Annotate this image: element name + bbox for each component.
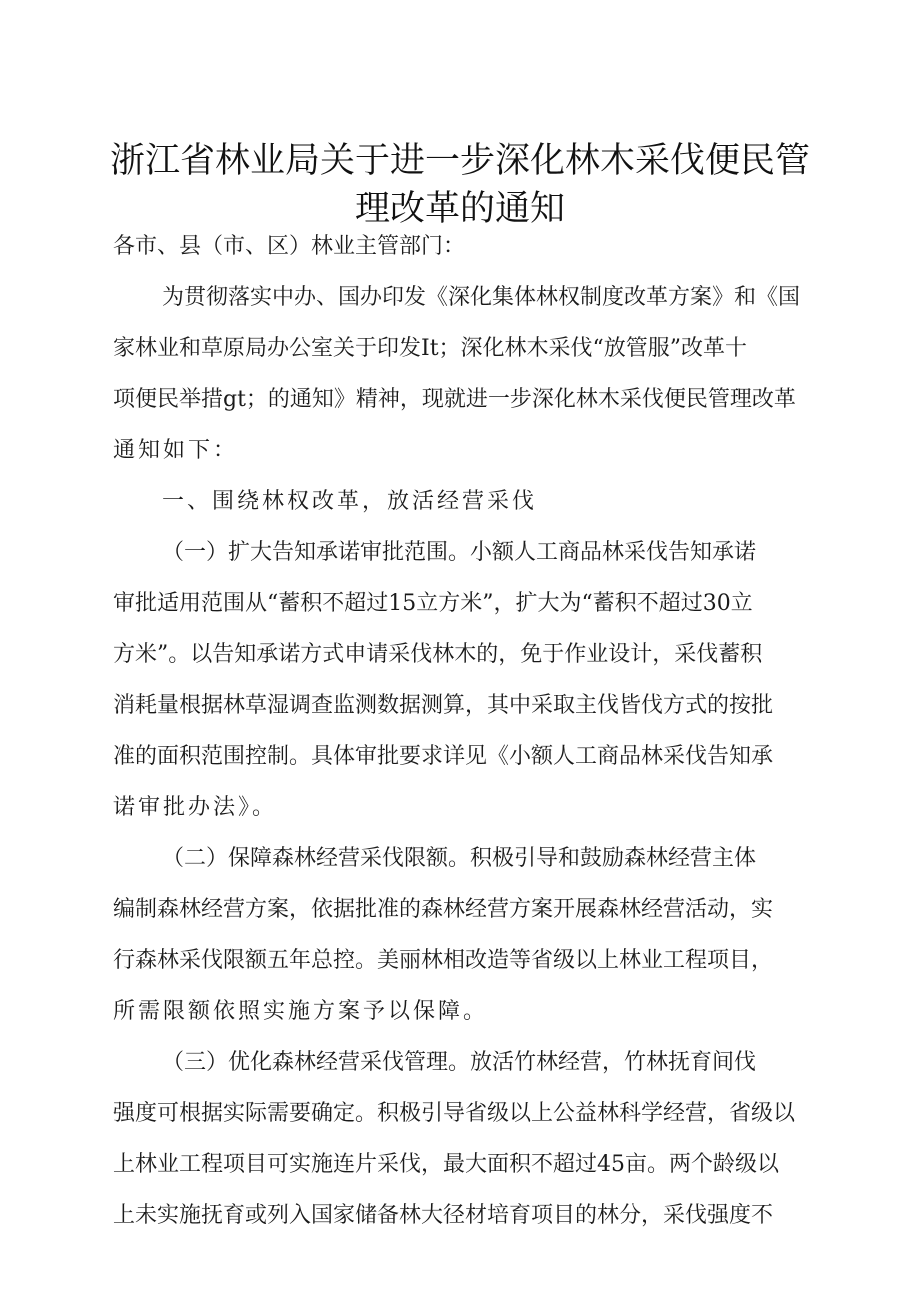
body-line: 为贯彻落实中办、国办印发《深化集体林权制度改革方案》和《国	[162, 285, 801, 310]
body-line: 行森林采伐限额五年总控。美丽林相改造等省级以上林业工程项目，	[113, 948, 774, 973]
body-line: 通知如下：	[113, 438, 239, 463]
body-line: 准的面积范围控制。具体审批要求详见《小额人工商品林采伐告知承	[113, 744, 774, 769]
body-line: 强度可根据实际需要确定。积极引导省级以上公益林科学经营，省级以	[113, 1101, 796, 1126]
body-line: 项便民举措gt；的通知》精神，现就进一步深化林木采伐便民管理改革	[113, 387, 796, 412]
body-line: 审批适用范围从“蓄积不超过15立方米”，扩大为“蓄积不超过30立	[113, 591, 753, 616]
document-title-line-1: 浙江省林业局关于进一步深化林木采伐便民管	[109, 141, 810, 181]
body-line: （二）保障森林经营采伐限额。积极引导和鼓励森林经营主体	[162, 846, 757, 871]
body-line: 所需限额依照实施方案予以保障。	[113, 999, 489, 1024]
body-line: 上林业工程项目可实施连片采伐，最大面积不超过45亩。两个龄级以	[113, 1152, 779, 1177]
body-line: 消耗量根据林草湿调查监测数据测算，其中采取主伐皆伐方式的按批	[113, 693, 774, 718]
body-line: （三）优化森林经营采伐管理。放活竹林经营，竹林抚育间伐	[162, 1050, 757, 1075]
addressee: 各市、县（市、区）林业主管部门：	[113, 234, 466, 259]
body-line: 上未实施抚育或列入国家储备林大径材培育项目的林分，采伐强度不	[113, 1203, 774, 1228]
body-line: 诺审批办法》。	[113, 795, 278, 820]
document-title-line-2: 理改革的通知	[354, 189, 565, 229]
body-line: 家林业和草原局办公室关于印发It；深化林木采伐“放管服”改革十	[113, 336, 748, 361]
section-heading: 一、围绕林权改革，放活经营采伐	[162, 489, 538, 514]
body-line: 编制森林经营方案，依据批准的森林经营方案开展森林经营活动，实	[113, 897, 774, 922]
body-line: （一）扩大告知承诺审批范围。小额人工商品林采伐告知承诺	[162, 540, 757, 565]
body-line: 方米”。以告知承诺方式申请采伐林木的，免于作业设计，采伐蓄积	[113, 642, 763, 667]
